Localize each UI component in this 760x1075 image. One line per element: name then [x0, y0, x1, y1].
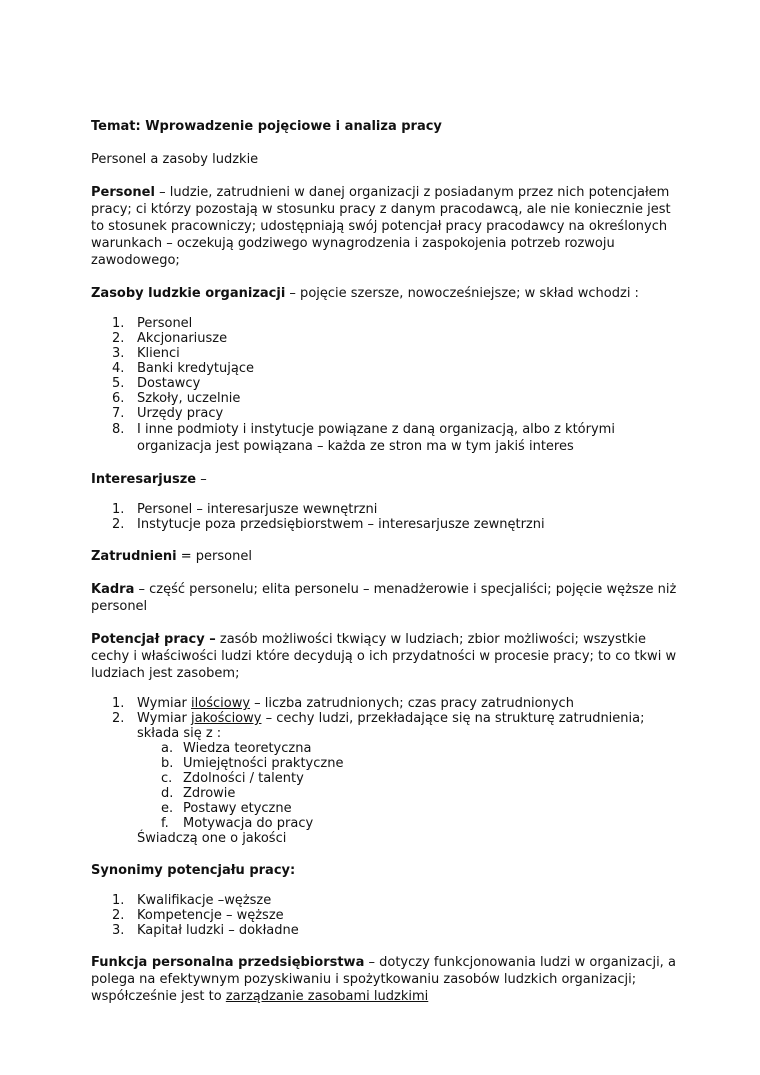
zasoby-list [91, 316, 681, 455]
personel-definition: Personel – ludzie, zatrudnieni w danej organizacji z posiadanym przez nich potencjałem pracy; ci którzy pozostają w stosunku pracy z danym pracodawcą, ale nie koniecznie jest to stosunek pracowniczy; udostępniają swój potencjał pracy pracodawcy na określonych warunkach – oczekują godziwego wynagrodzenia i zaspokojenia potrzeb rozwoju zawodowego; [91, 185, 671, 268]
sublist-item: c. Zdolności / talenty [161, 771, 304, 786]
sublist-item: f. Motywacja do pracy [161, 816, 314, 831]
funkcja-definition: Funkcja personalna przedsiębiorstwa – dotyczy funkcjonowania ludzi w organizacji, a polega na efektywnym pozyskiwaniu i spożytkowaniu zasobów ludzkich organizacji; współcześnie jest to zarządzanie zasobami ludzkimi [91, 955, 676, 1004]
list-item: 6. Szkoły, uczelnie [112, 391, 241, 406]
zatrudnieni-definition: Zatrudnieni = personel [91, 549, 252, 564]
list-item: 1. Personel [112, 316, 193, 331]
list-item: 1. Personel – interesarjusze wewnętrzni [112, 502, 378, 517]
potencjal-sublist [137, 741, 681, 831]
list-item: 3. Klienci [112, 346, 180, 361]
list-item: 8. I inne podmioty i instytucje powiązane z daną organizacją, albo z którymi organizacja jest powiązana – każda ze stron ma w tym jakiś interes [112, 422, 615, 454]
list-item: 1. Kwalifikacje –węższe [112, 893, 272, 908]
potencjal-closing: Świadczą one o jakości [137, 831, 287, 846]
zzl-link-text: zarządzanie zasobami ludzkimi [225, 989, 429, 1004]
list-item: 2. Wymiar jakościowy – cechy ludzi, przekładające się na strukturę zatrudnienia; składa się z : [112, 711, 645, 741]
sublist-item: e. Postawy etyczne [161, 801, 292, 816]
sublist-item: b. Umiejętności praktyczne [161, 756, 344, 771]
interesarjusze-list [91, 502, 681, 532]
list-item: 5. Dostawcy [112, 376, 201, 391]
list-item: 4. Banki kredytujące [112, 361, 254, 376]
potencjal-list [91, 696, 681, 741]
synonimy-heading: Synonimy potencjału pracy: [91, 863, 296, 878]
sublist-item: a. Wiedza teoretyczna [161, 741, 312, 756]
list-item: 1. Wymiar ilościowy – liczba zatrudnionych; czas pracy zatrudnionych [112, 696, 574, 711]
list-item: 7. Urzędy pracy [112, 406, 224, 421]
zasoby-definition: Zasoby ludzkie organizacji – pojęcie szersze, nowocześniejsze; w skład wchodzi : [91, 286, 639, 301]
list-item: 2. Instytucje poza przedsiębiorstwem – interesarjusze zewnętrzni [112, 517, 545, 532]
personel-term: Personel [91, 185, 155, 200]
list-item: 3. Kapitał ludzki – dokładne [112, 923, 299, 938]
kadra-definition: Kadra – część personelu; elita personelu – menadżerowie i specjaliści; pojęcie węższe niż personel [91, 582, 677, 614]
sublist-item: d. Zdrowie [161, 786, 236, 801]
synonimy-list [91, 893, 681, 938]
interesarjusze-heading: Interesarjusze – [91, 472, 207, 487]
list-item: 2. Akcjonariusze [112, 331, 228, 346]
list-item: 2. Kompetencje – węższe [112, 908, 284, 923]
potencjal-definition: Potencjał pracy – zasób możliwości tkwiący w ludziach; zbior możliwości; wszystkie cechy i właściwości ludzi które decydują o ich przydatności w procesie pracy; to co tkwi w ludziach jest zasobem; [91, 632, 677, 681]
document-page [91, 118, 681, 1005]
subtitle: Personel a zasoby ludzkie [91, 152, 259, 167]
document-title: Temat: Wprowadzenie pojęciowe i analiza pracy [91, 119, 442, 134]
